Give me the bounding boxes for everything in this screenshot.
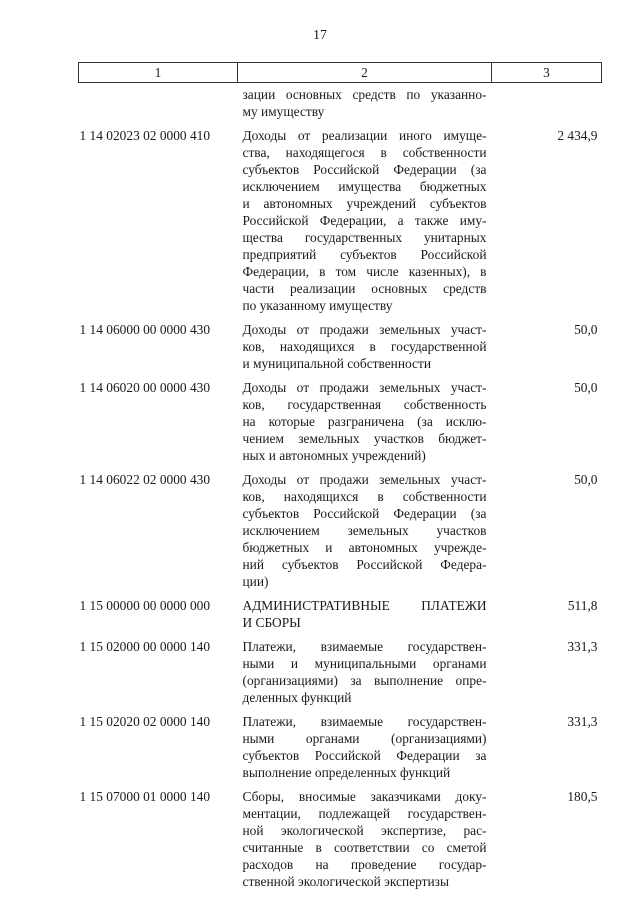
description-line: ными и муниципальными органами: [242, 656, 487, 671]
description-line: считанные в соответствии со сметой: [242, 840, 487, 855]
description-line: исключением земельных участков: [242, 523, 487, 538]
description-line: ственной экологической экспертизы: [242, 874, 449, 889]
description-line: щества государственных унитарных: [242, 230, 487, 245]
amount: 511,8: [567, 598, 598, 613]
revenue-table: [78, 62, 602, 890]
description-line: Сборы, вносимые заказчиками доку-: [242, 789, 487, 804]
table-row: [79, 590, 602, 631]
description-line: части реализации основных средств: [242, 281, 487, 296]
revenue-description: [238, 781, 492, 890]
description-line: ков, находящихся в государственной: [242, 339, 487, 354]
table-row: [79, 314, 602, 372]
table-row: [79, 706, 602, 781]
description-line: ний субъектов Российской Федера-: [242, 557, 487, 572]
description-line: Доходы от продажи земельных участ-: [242, 380, 487, 395]
description-line: и муниципальной собственности: [242, 356, 431, 371]
description-line: Платежи, взимаемые государствен-: [242, 714, 487, 729]
description-line: расходов на проведение государ-: [242, 857, 487, 872]
description-line: субъектов Российской Федерации (за: [242, 162, 487, 177]
description-line: Доходы от продажи земельных участ-: [242, 322, 487, 337]
table-header: [79, 63, 602, 83]
amount: 331,3: [567, 714, 598, 729]
description-line: субъектов Российской Федерации за: [242, 748, 487, 763]
table-row: [79, 464, 602, 590]
description-line: ства, находящегося в собственности: [242, 145, 487, 160]
description-line: на которые разграничена (за исклю-: [242, 414, 487, 429]
revenue-description: [238, 372, 492, 464]
description-line: ков, государственная собственность: [242, 397, 487, 412]
description-line: деленных функций: [242, 690, 352, 705]
description-line: му имуществу: [242, 104, 325, 119]
budget-code: 1 14 02023 02 0000 410: [79, 128, 211, 143]
description-line: ных и автономных учреждений): [242, 448, 426, 463]
header-col-2: 2: [238, 63, 492, 83]
header-col-3: 3: [492, 63, 602, 83]
description-line: по указанному имуществу: [242, 298, 393, 313]
revenue-description: [238, 464, 492, 590]
description-line: выполнение определенных функций: [242, 765, 451, 780]
revenue-description: [238, 83, 492, 121]
description-line: АДМИНИСТРАТИВНЫЕ ПЛАТЕЖИ: [242, 598, 487, 613]
table-row: [79, 83, 602, 121]
table-row: [79, 631, 602, 706]
amount: 180,5: [567, 789, 598, 804]
budget-code: 1 15 07000 01 0000 140: [79, 789, 211, 804]
description-line: Доходы от продажи земельных участ-: [242, 472, 487, 487]
table-row: [79, 781, 602, 890]
description-line: ной экологической экспертизе, рас-: [242, 823, 487, 838]
description-line: Доходы от реализации иного имуще-: [242, 128, 487, 143]
description-line: бюджетных и автономных учрежде-: [242, 540, 487, 555]
table-body: [79, 83, 602, 891]
description-line: чением земельных участков бюджет-: [242, 431, 487, 446]
description-line: зации основных средств по указанно-: [242, 87, 487, 102]
description-line: Российской Федерации, а также иму-: [242, 213, 487, 228]
budget-code: 1 14 06020 00 0000 430: [79, 380, 211, 395]
table-row: [79, 372, 602, 464]
description-line: субъектов Российской Федерации (за: [242, 506, 487, 521]
description-line: ков, находящихся в собственности: [242, 489, 487, 504]
amount: 331,3: [567, 639, 598, 654]
amount: 50,0: [574, 472, 598, 487]
amount: [492, 83, 602, 121]
description-line: ции): [242, 574, 269, 589]
amount: 50,0: [574, 380, 598, 395]
description-line: Федерации, в том числе казенных), в: [242, 264, 487, 279]
budget-code: [79, 83, 238, 121]
budget-code: 1 15 00000 00 0000 000: [79, 598, 211, 613]
amount: 50,0: [574, 322, 598, 337]
budget-code: 1 14 06000 00 0000 430: [79, 322, 211, 337]
revenue-description: [238, 314, 492, 372]
header-col-1: 1: [79, 63, 238, 83]
revenue-description: [238, 590, 492, 631]
description-line: исключением имущества бюджетных: [242, 179, 487, 194]
description-line: Платежи, взимаемые государствен-: [242, 639, 487, 654]
table-row: [79, 120, 602, 314]
revenue-description: [238, 706, 492, 781]
revenue-description: [238, 120, 492, 314]
page-number: 17: [313, 28, 327, 43]
revenue-description: [238, 631, 492, 706]
description-line: ными органами (организациями): [242, 731, 487, 746]
description-line: ментации, подлежащей государствен-: [242, 806, 487, 821]
budget-code: 1 15 02020 02 0000 140: [79, 714, 211, 729]
description-line: предприятий субъектов Российской: [242, 247, 487, 262]
description-line: и автономных учреждений субъектов: [242, 196, 487, 211]
amount: 2 434,9: [557, 128, 598, 143]
budget-code: 1 14 06022 02 0000 430: [79, 472, 211, 487]
description-line: И СБОРЫ: [242, 615, 301, 630]
budget-code: 1 15 02000 00 0000 140: [79, 639, 211, 654]
description-line: (организациями) за выполнение опре-: [242, 673, 487, 688]
